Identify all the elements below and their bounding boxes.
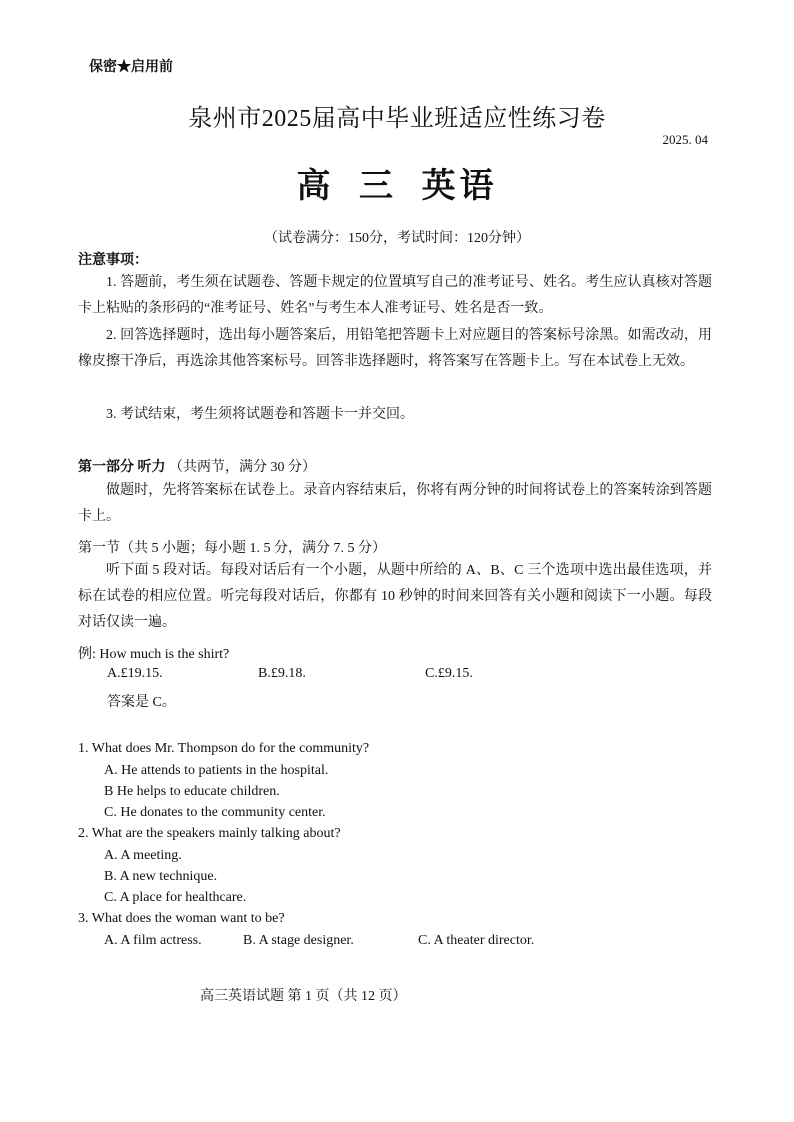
exam-title: 泉州市2025届高中毕业班适应性练习卷	[188, 106, 606, 132]
question-2-option-c: C. A place for healthcare.	[104, 890, 247, 905]
question-1-option-a: A. He attends to patients in the hospital.	[104, 763, 329, 778]
note-item-1: 1. 答题前，考生须在试题卷、答题卡规定的位置填写自己的准考证号、姓名。考生应认真核对答题卡上粘贴的条形码的“准考证号、姓名”与考生本人准考证号、姓名是否一致。	[78, 275, 712, 316]
example-option-b: B.£9.18.	[258, 666, 306, 681]
example-option-c: C.£9.15.	[425, 666, 473, 681]
section1-intro: 听下面 5 段对话。每段对话后有一个小题，从题中所给的 A、B、C 三个选项中选出最佳选项，并标在试卷的相应位置。听完每段对话后，你都有 10 秒钟的时间来回答有关小题和阅读下一小题。每段对话仅读一遍。	[78, 563, 712, 630]
note-item-2: 2. 回答选择题时，选出每小题答案后，用铅笔把答题卡上对应题目的答案标号涂黑。如需改动，用橡皮擦干净后，再选涂其他答案标号。回答非选择题时，将答案写在答题卡上。写在本试卷上无效。	[78, 328, 712, 369]
notes-heading: 注意事项：	[78, 253, 148, 268]
exam-date: 2025. 04	[662, 132, 708, 147]
exam-info: （试卷满分：150分，考试时间：120分钟）	[264, 231, 530, 246]
question-1: 1. What does Mr. Thompson do for the community?	[78, 741, 370, 756]
subject-char-3: 英语	[421, 168, 498, 205]
confidential-label: 保密★启用前	[89, 60, 173, 75]
note-item-3: 3. 考试结束，考生须将试题卷和答题卡一并交回。	[106, 407, 414, 422]
subject-title	[0, 158, 794, 207]
subject-char-2: 三	[359, 168, 397, 205]
question-3-option-b: B. A stage designer.	[243, 933, 354, 948]
question-2-option-a: A. A meeting.	[104, 848, 182, 863]
example-question: 例: How much is the shirt?	[78, 647, 230, 662]
question-3-option-a: A. A film actress.	[104, 933, 202, 948]
question-2-option-b: B. A new technique.	[104, 869, 218, 884]
part1-heading-title: 第一部分 听力	[78, 460, 166, 475]
part1-heading-note: （共两节，满分 30 分）	[169, 460, 316, 475]
question-1-option-c: C. He donates to the community center.	[104, 805, 326, 820]
question-3-option-c: C. A theater director.	[418, 933, 535, 948]
part1-heading	[78, 456, 316, 476]
section1-title: 第一节（共 5 小题；每小题 1. 5 分，满分 7. 5 分）	[78, 541, 386, 556]
question-1-option-b: B He helps to educate children.	[104, 784, 280, 799]
question-2: 2. What are the speakers mainly talking about?	[78, 826, 341, 841]
subject-char-1: 高	[296, 168, 335, 205]
example-answer: 答案是 C。	[107, 695, 176, 710]
page-footer: 高三英语试题 第 1 页（共 12 页）	[200, 989, 407, 1004]
example-option-a: A.£19.15.	[107, 666, 163, 681]
question-3: 3. What does the woman want to be?	[78, 911, 285, 926]
part1-intro: 做题时，先将答案标在试卷上。录音内容结束后，你将有两分钟的时间将试卷上的答案转涂到答题卡上。	[78, 483, 712, 524]
